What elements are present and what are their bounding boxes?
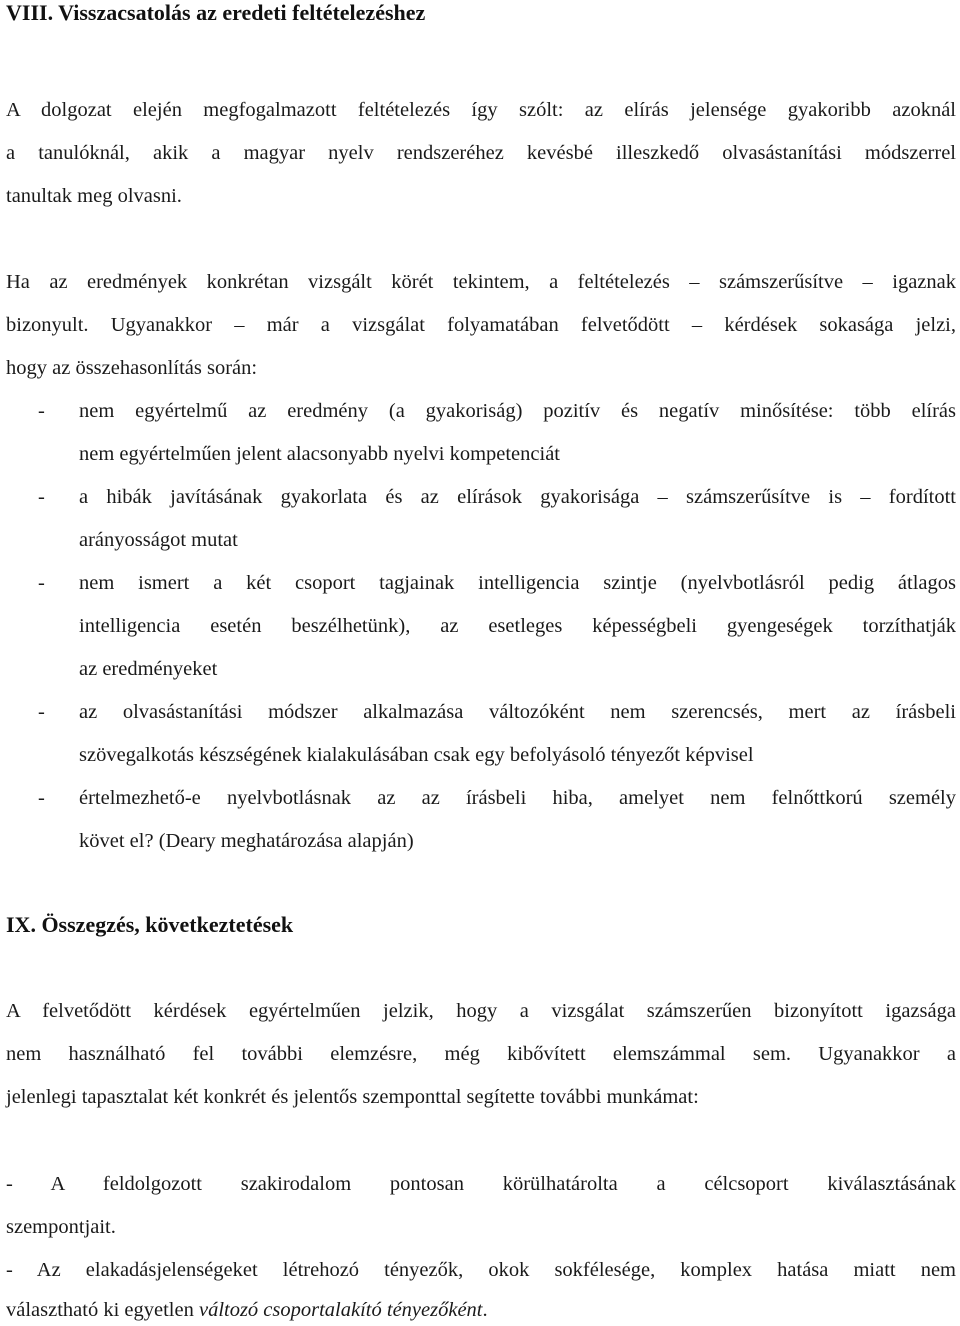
bullet-dash: - <box>38 701 45 723</box>
bullet-line: követ el? (Deary meghatározása alapján) <box>79 830 414 852</box>
bullet-line: nem egyértelműen jelent alacsonyabb nyelvi kompetenciát <box>79 443 560 465</box>
paragraph-line: jelenlegi tapasztalat két konkrét és jelentős szemponttal segítette további munkámat: <box>6 1086 699 1108</box>
bullet-dash: - <box>38 787 45 809</box>
bullet-line: nem ismert a két csoport tagjainak intelligencia szintje (nyelvbotlásról pedig átlagos <box>79 572 956 594</box>
bullet-dash: - <box>38 572 45 594</box>
bullet-line: az olvasástanítási módszer alkalmazása változóként nem szerencsés, mert az írásbeli <box>79 701 956 723</box>
bullet-line: szövegalkotás készségének kialakulásában csak egy befolyásoló tényezőt képvisel <box>79 744 754 766</box>
bullet-line: a hibák javításának gyakorlata és az elírások gyakorisága – számszerűsítve is – fordított <box>79 486 956 508</box>
paragraph-line: hogy az összehasonlítás során: <box>6 357 258 379</box>
paragraph-line: A felvetődött kérdések egyértelműen jelzik, hogy a vizsgálat számszerűen bizonyított igazsága <box>6 1000 956 1022</box>
list-item-line: - Az elakadásjelenségeket létrehozó tényezők, okok sokfélesége, komplex hatása miatt nem <box>6 1259 956 1281</box>
bullet-line: az eredményeket <box>79 658 218 680</box>
paragraph-line: tanultak meg olvasni. <box>6 185 182 207</box>
bullet-line: arányosságot mutat <box>79 529 238 551</box>
paragraph-line: Ha az eredmények konkrétan vizsgált körét tekintem, a feltételezés – számszerűsítve – igaznak <box>6 271 956 293</box>
paragraph-line: A dolgozat elején megfogalmazott feltételezés így szólt: az elírás jelensége gyakoribb azoknál <box>6 99 956 121</box>
list-item-line: - A feldolgozott szakirodalom pontosan körülhatárolta a célcsoport kiválasztásának <box>6 1173 956 1195</box>
paragraph-line: bizonyult. Ugyanakkor – már a vizsgálat folyamatában felvetődött – kérdések sokasága jelzi, <box>6 314 956 336</box>
list-item-text: . <box>482 1299 488 1321</box>
list-item-text: választható ki egyetlen <box>6 1299 199 1321</box>
bullet-dash: - <box>38 400 45 422</box>
italic-term: változó csoportalakító tényezőként <box>198 1299 483 1321</box>
paragraph-line: a tanulóknál, akik a magyar nyelv rendszeréhez kevésbé illeszkedő olvasástanítási módszerrel <box>6 142 956 164</box>
list-item-line: szempontjait. <box>6 1216 116 1238</box>
section-viii-heading: VIII. Visszacsatolás az eredeti feltételezéshez <box>6 0 426 25</box>
bullet-line: nem egyértelmű az eredmény (a gyakoriság) pozitív és negatív minősítése: több elírás <box>79 400 956 422</box>
bullet-dash: - <box>38 486 45 508</box>
bullet-line: értelmezhető-e nyelvbotlásnak az az írásbeli hiba, amelyet nem felnőttkorú személy <box>79 787 956 809</box>
bullet-line: intelligencia esetén beszélhetünk), az esetleges képességbeli gyengeségek torzíthatják <box>79 615 956 637</box>
paragraph-line: nem használható fel további elemzésre, még kibővített elemszámmal sem. Ugyanakkor a <box>6 1043 956 1065</box>
section-ix-heading: IX. Összegzés, következtetések <box>6 912 294 937</box>
list-item-line <box>6 1298 956 1322</box>
